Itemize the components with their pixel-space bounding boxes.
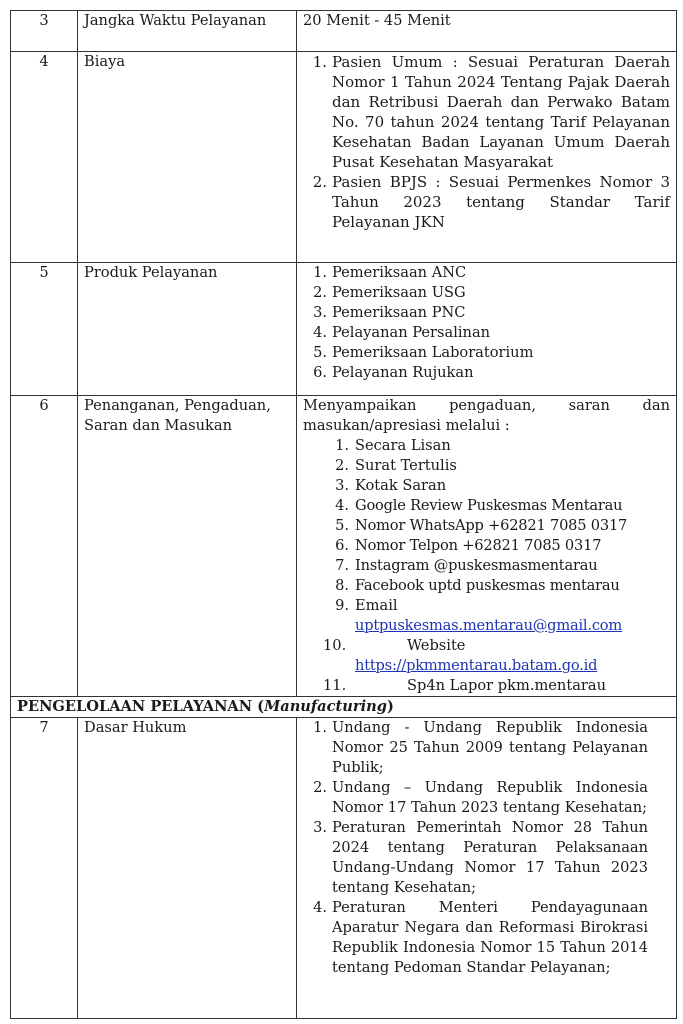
website-link[interactable]: https://pkmmentarau.batam.go.id	[355, 657, 598, 674]
list-text: Pasien Umum : Sesuai Peraturan Daerah Nomor 1 Tahun 2024 Tentang Pajak Daerah dan Retribusi Daerah dan Perwako Batam No. 70 tahun 2024 tentang Tarif Pelayanan Kesehatan Badan Layanan Umum Daerah Pusat Kesehatan Masyarakat	[332, 53, 670, 171]
list-item	[323, 496, 670, 516]
section-header-text: PENGELOLAAN PELAYANAN (	[17, 698, 265, 715]
list-text: Google Review Puskesmas Mentarau	[355, 497, 623, 514]
product-list	[303, 263, 670, 383]
list-item	[303, 363, 670, 383]
list-number: 2.	[313, 284, 327, 301]
list-number: 5.	[335, 517, 349, 534]
list-item	[323, 676, 670, 696]
legal-basis-list	[303, 718, 670, 978]
list-item	[323, 636, 670, 676]
list-text: Pemeriksaan PNC	[332, 304, 466, 321]
row-number: 3	[11, 11, 78, 52]
list-item	[323, 456, 670, 476]
list-text: Kotak Saran	[355, 477, 447, 494]
list-text: Facebook uptd puskesmas mentarau	[355, 577, 620, 594]
row-number: 7	[11, 718, 78, 1019]
list-item	[303, 52, 670, 172]
complaint-channel-list	[303, 436, 670, 696]
list-number: 3.	[313, 819, 327, 836]
list-item	[323, 576, 670, 596]
section-header-row	[11, 697, 677, 718]
row-label: Biaya	[78, 52, 297, 263]
list-text	[355, 596, 670, 636]
row-content	[297, 396, 677, 697]
table-row-4	[11, 52, 677, 263]
list-text: Nomor Telpon +62821 7085 0317	[355, 537, 602, 554]
table-row-5	[11, 263, 677, 396]
email-label: Email	[355, 597, 398, 614]
list-item	[303, 283, 670, 303]
list-number: 4.	[313, 899, 327, 916]
list-number: 6.	[335, 537, 349, 554]
list-text: Instagram @puskesmasmentarau	[355, 557, 598, 574]
list-item	[323, 536, 670, 556]
row-label: Jangka Waktu Pelayanan	[78, 11, 297, 52]
list-item	[323, 436, 670, 456]
list-text: Undang – Undang Republik Indonesia Nomor 17 Tahun 2023 tentang Kesehatan;	[332, 779, 648, 816]
list-number: 5.	[313, 344, 327, 361]
list-number: 3.	[313, 304, 327, 321]
list-item	[303, 172, 670, 232]
table-row-7	[11, 718, 677, 1019]
service-standard-table	[10, 10, 677, 1019]
list-item	[323, 476, 670, 496]
table-row-6	[11, 396, 677, 697]
list-number: 9.	[335, 597, 349, 614]
list-number: 6.	[313, 364, 327, 381]
email-link[interactable]: uptpuskesmas.mentarau@gmail.com	[355, 617, 623, 634]
list-number: 1.	[313, 264, 327, 281]
list-number: 4.	[335, 497, 349, 514]
section-header-close: )	[386, 698, 394, 715]
row-content	[297, 718, 677, 1019]
row-label: Produk Pelayanan	[78, 263, 297, 396]
list-text: Sp4n Lapor pkm.mentarau	[407, 677, 606, 694]
section-header-italic: Manufacturing	[264, 698, 387, 715]
section-header	[11, 697, 677, 718]
list-number: 7.	[335, 557, 349, 574]
list-text: Secara Lisan	[355, 437, 451, 454]
list-item	[323, 516, 670, 536]
list-text: Peraturan Pemerintah Nomor 28 Tahun 2024 tentang Peraturan Pelaksanaan Undang-Undang Nomor 17 Tahun 2023 tentang Kesehatan;	[332, 819, 648, 896]
list-text: Pemeriksaan Laboratorium	[332, 344, 534, 361]
list-number: 2.	[312, 173, 327, 191]
biaya-list	[303, 52, 670, 232]
list-number: 2.	[335, 457, 349, 474]
list-item	[303, 263, 670, 283]
row-label: Dasar Hukum	[78, 718, 297, 1019]
table-row-3	[11, 11, 677, 52]
list-number: 1.	[335, 437, 349, 454]
list-item	[303, 818, 648, 898]
list-item	[323, 556, 670, 576]
list-item	[303, 323, 670, 343]
row-label: Penanganan, Pengaduan, Saran dan Masukan	[78, 396, 297, 697]
list-number: 10.	[323, 637, 347, 654]
row-content	[297, 52, 677, 263]
list-number: 2.	[313, 779, 327, 796]
list-item	[323, 596, 670, 636]
list-item	[303, 343, 670, 363]
list-number: 11.	[323, 677, 347, 694]
row-number: 4	[11, 52, 78, 263]
list-number: 3.	[335, 477, 349, 494]
list-number: 8.	[335, 577, 349, 594]
list-item	[303, 778, 648, 818]
list-number: 4.	[313, 324, 327, 341]
list-text: Pelayanan Persalinan	[332, 324, 491, 341]
list-text: Pemeriksaan USG	[332, 284, 466, 301]
list-item	[303, 303, 670, 323]
list-text	[355, 636, 670, 676]
row-number: 5	[11, 263, 78, 396]
list-text: Pasien BPJS : Sesuai Permenkes Nomor 3 Tahun 2023 tentang Standar Tarif Pelayanan JKN	[332, 173, 670, 231]
row-number: 6	[11, 396, 78, 697]
row-content: 20 Menit - 45 Menit	[297, 11, 677, 52]
list-item	[303, 898, 648, 978]
list-text: Surat Tertulis	[355, 457, 457, 474]
list-number: 1.	[312, 53, 327, 71]
row-content	[297, 263, 677, 396]
list-text: Peraturan Menteri Pendayagunaan Aparatur Negara dan Reformasi Birokrasi Republik Indonesia Nomor 15 Tahun 2014 tentang Pedoman Standar Pelayanan;	[332, 899, 648, 976]
list-text: Nomor WhatsApp +62821 7085 0317	[355, 517, 628, 534]
list-text: Undang - Undang Republik Indonesia Nomor 25 Tahun 2009 tentang Pelayanan Publik;	[332, 719, 648, 776]
list-text: Pelayanan Rujukan	[332, 364, 474, 381]
list-number: 1.	[313, 719, 327, 736]
complaint-intro: Menyampaikan pengaduan, saran dan masukan/apresiasi melalui :	[303, 397, 670, 434]
list-item	[303, 718, 648, 778]
list-text: Pemeriksaan ANC	[332, 264, 467, 281]
website-label: Website	[407, 637, 466, 654]
